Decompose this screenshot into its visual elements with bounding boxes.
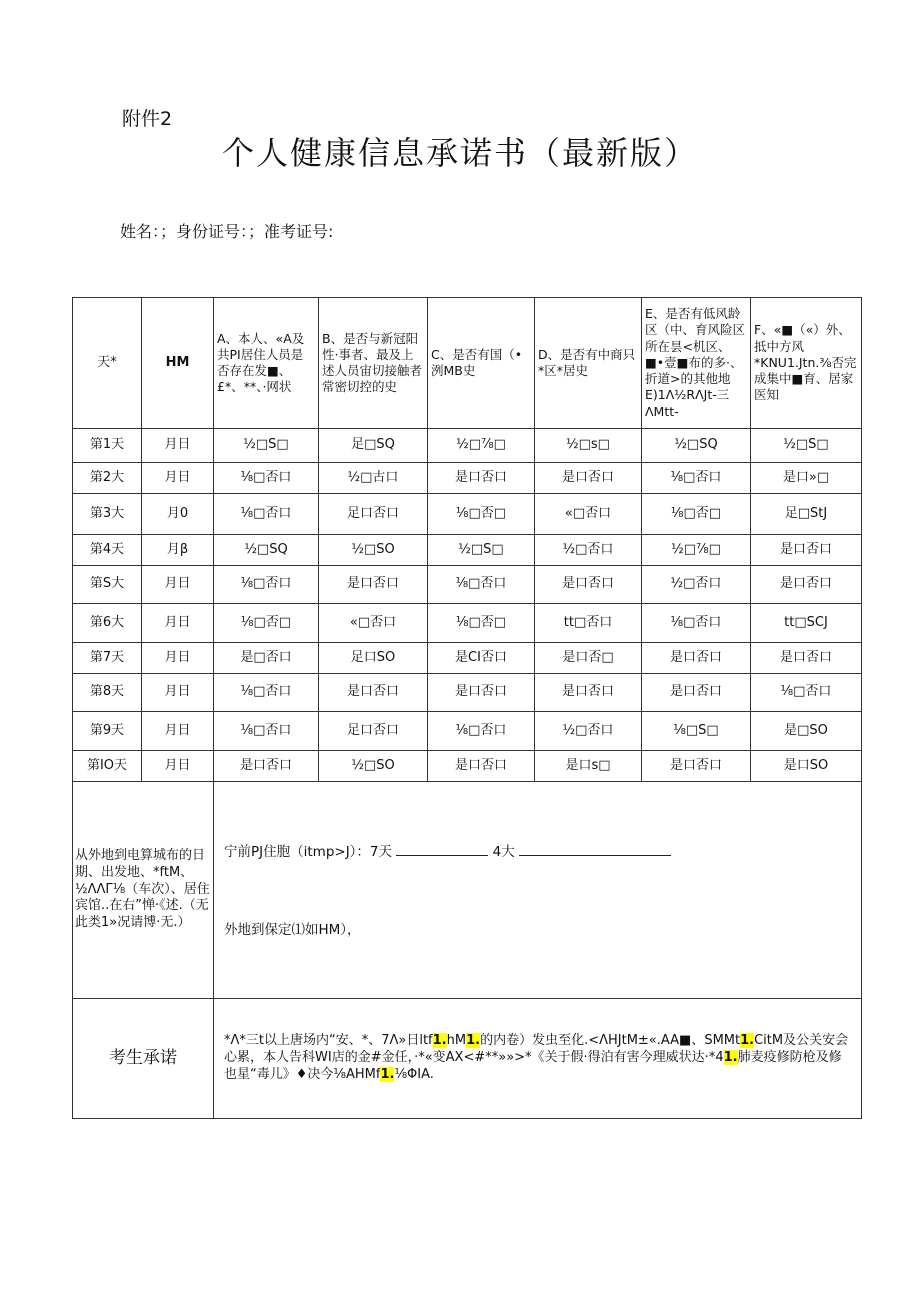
cell-answer-a: 是口否口: [214, 751, 319, 782]
table-row: [73, 566, 862, 604]
cell-day: 第1天: [73, 429, 142, 463]
table-row: [73, 751, 862, 782]
table-row: [73, 463, 862, 494]
column-header-date: HM: [142, 298, 214, 429]
cell-answer-b: «□否口: [319, 604, 428, 643]
column-header-c: C、是否有国（•洌MB史: [428, 298, 535, 429]
cell-answer-d: 是口否口: [535, 566, 642, 604]
cell-answer-a: ½□SQ: [214, 535, 319, 566]
cell-date: 月日: [142, 463, 214, 494]
cell-answer-e: ⅛□否口: [642, 463, 751, 494]
cell-date: 月日: [142, 566, 214, 604]
commit-text-2: hM: [446, 1033, 467, 1049]
commit-text-5: 肺麦疫修防枪及修也星“毒儿》♦决今⅛AHMf: [224, 1050, 842, 1082]
attachment-label: 附件2: [122, 108, 173, 130]
cell-answer-a: ⅛□否口: [214, 712, 319, 751]
trip-blank-2: [519, 841, 671, 856]
column-header-day: 天*: [73, 298, 142, 429]
cell-answer-f: tt□SCJ: [751, 604, 862, 643]
cell-answer-b: 足口否口: [319, 494, 428, 535]
cell-answer-f: 是口否口: [751, 535, 862, 566]
cell-answer-b: 足口SO: [319, 643, 428, 674]
cell-answer-e: ⅛□S□: [642, 712, 751, 751]
cell-answer-e: 是口否口: [642, 674, 751, 712]
cell-answer-c: ½□⅞□: [428, 429, 535, 463]
table-row: [73, 712, 862, 751]
cell-answer-c: ⅛□否□: [428, 494, 535, 535]
cell-answer-c: 是口否口: [428, 674, 535, 712]
cell-answer-e: ½□SQ: [642, 429, 751, 463]
commit-highlight-5: 1.: [380, 1066, 395, 1082]
cell-answer-e: ½□否口: [642, 566, 751, 604]
personal-info-line: 姓名：；身份证号：；准考证号:: [120, 222, 334, 241]
commit-row: [73, 999, 862, 1119]
cell-answer-f: 是口否口: [751, 566, 862, 604]
cell-answer-a: ½□S□: [214, 429, 319, 463]
cell-answer-e: ⅛□否口: [642, 604, 751, 643]
cell-answer-d: ½□否口: [535, 712, 642, 751]
cell-day: 第9天: [73, 712, 142, 751]
cell-answer-f: 是口SO: [751, 751, 862, 782]
column-header-b: B、是否与新冠阳性·事者、最及上述人员宙切接触者常密切控的史: [319, 298, 428, 429]
cell-answer-f: 是口否口: [751, 643, 862, 674]
trip-line-1-mid: 4大: [492, 843, 515, 860]
table-header-row: [73, 298, 862, 429]
cell-answer-a: ⅛□否□: [214, 604, 319, 643]
cell-answer-a: 是□否口: [214, 643, 319, 674]
cell-answer-b: 是口否口: [319, 566, 428, 604]
cell-day: 第4天: [73, 535, 142, 566]
cell-answer-d: tt□否口: [535, 604, 642, 643]
cell-answer-d: 是口否口: [535, 463, 642, 494]
cell-answer-d: «□否口: [535, 494, 642, 535]
commit-label: 考生承诺: [73, 999, 214, 1119]
cell-date: 月日: [142, 643, 214, 674]
cell-day: 第2大: [73, 463, 142, 494]
cell-day: 第6大: [73, 604, 142, 643]
commit-highlight-4: 1.: [723, 1050, 738, 1066]
cell-answer-a: ⅛□否口: [214, 674, 319, 712]
cell-day: 第IO天: [73, 751, 142, 782]
cell-answer-f: ⅛□否口: [751, 674, 862, 712]
column-header-a: A、本人、«A及共PI居住人员是否存在发■、£*、**、·网状: [214, 298, 319, 429]
cell-day: 第7天: [73, 643, 142, 674]
cell-answer-b: 足□SQ: [319, 429, 428, 463]
cell-date: 月日: [142, 751, 214, 782]
cell-answer-c: 是口否口: [428, 751, 535, 782]
cell-answer-d: ½□s□: [535, 429, 642, 463]
trip-line-2: 外地到保定⑴如HM），: [224, 921, 361, 938]
cell-answer-e: 是口否口: [642, 751, 751, 782]
commit-text-4: CitM及公关安会心累，本人告科WI店的金#金任，·*«变AX<#**»»>*《关于假·得泊有害今理威状达·*4: [224, 1033, 849, 1066]
cell-answer-b: 是口否口: [319, 674, 428, 712]
cell-answer-a: ⅛□否口: [214, 566, 319, 604]
column-header-e: E、是否有低风龄区（中、育风险区所在昙<机区、■•壹■布的多·、折道>的其他地E)1Λ½RΛJt-三ΛMtt-: [642, 298, 751, 429]
cell-day: 第8天: [73, 674, 142, 712]
cell-answer-e: ⅛□否□: [642, 494, 751, 535]
cell-date: 月日: [142, 604, 214, 643]
cell-day: 第S大: [73, 566, 142, 604]
cell-answer-c: ½□S□: [428, 535, 535, 566]
trip-row: [73, 782, 862, 999]
table-row: [73, 494, 862, 535]
table-row: [73, 604, 862, 643]
cell-answer-e: ½□⅞□: [642, 535, 751, 566]
cell-answer-f: 是□SO: [751, 712, 862, 751]
cell-answer-d: 是口否口: [535, 674, 642, 712]
table-row: [73, 535, 862, 566]
trip-content: [214, 782, 862, 999]
cell-answer-d: 是口s□: [535, 751, 642, 782]
commit-text-3: 的内卷）发虫至化.<ΛHJtM±«.AA■、SMMt: [480, 1033, 741, 1049]
table-row: [73, 643, 862, 674]
column-header-f: F、«■（«）外、抵中方风*KNU1.Jtn.⅜否完成集中■育、居家医知: [751, 298, 862, 429]
cell-date: 月0: [142, 494, 214, 535]
trip-label: 从外地到电算城布的日期、出发地、*ftM、½ΛΛΓ⅛（车次）、居住宾馆..在右”惮·《述.（无此类1»况请博·无.）: [73, 782, 214, 999]
health-info-table: [72, 297, 862, 1119]
table-row: [73, 429, 862, 463]
cell-answer-c: ⅛□否□: [428, 604, 535, 643]
cell-answer-b: ½□古口: [319, 463, 428, 494]
commit-highlight-1: 1.: [432, 1033, 447, 1049]
cell-day: 第3大: [73, 494, 142, 535]
cell-answer-c: 是口否口: [428, 463, 535, 494]
commit-text-1: *Λ*三t以上唐场内“安、*、7Λ»日ltf: [224, 1033, 433, 1049]
commit-text: [214, 999, 862, 1119]
trip-line-1-prefix: 宁前PJ住胞（itmp>J）：7天: [224, 843, 393, 860]
commit-text-6: ⅛ΦIA.: [394, 1066, 434, 1082]
cell-answer-d: ½□否口: [535, 535, 642, 566]
document-title: 个人健康信息承诺书（最新版）: [221, 134, 698, 172]
trip-line-1: [224, 841, 858, 862]
column-header-d: D、是否有中商只*区*居史: [535, 298, 642, 429]
cell-answer-f: 是口»□: [751, 463, 862, 494]
cell-answer-d: 是口否□: [535, 643, 642, 674]
commit-highlight-3: 1.: [740, 1033, 755, 1049]
cell-answer-a: ⅛□否口: [214, 494, 319, 535]
cell-answer-f: 足□StJ: [751, 494, 862, 535]
table-row: [73, 674, 862, 712]
cell-answer-b: 足口否口: [319, 712, 428, 751]
cell-answer-b: ½□SO: [319, 535, 428, 566]
commit-highlight-2: 1.: [466, 1033, 481, 1049]
cell-date: 月日: [142, 429, 214, 463]
cell-answer-e: 是口否口: [642, 643, 751, 674]
trip-blank-1: [396, 841, 488, 856]
cell-date: 月日: [142, 674, 214, 712]
cell-answer-c: ⅛□否口: [428, 712, 535, 751]
cell-answer-c: 是CI否口: [428, 643, 535, 674]
cell-answer-a: ⅛□否口: [214, 463, 319, 494]
cell-date: 月日: [142, 712, 214, 751]
cell-answer-f: ½□S□: [751, 429, 862, 463]
cell-answer-c: ⅛□否口: [428, 566, 535, 604]
cell-answer-b: ½□SO: [319, 751, 428, 782]
cell-date: 月β: [142, 535, 214, 566]
